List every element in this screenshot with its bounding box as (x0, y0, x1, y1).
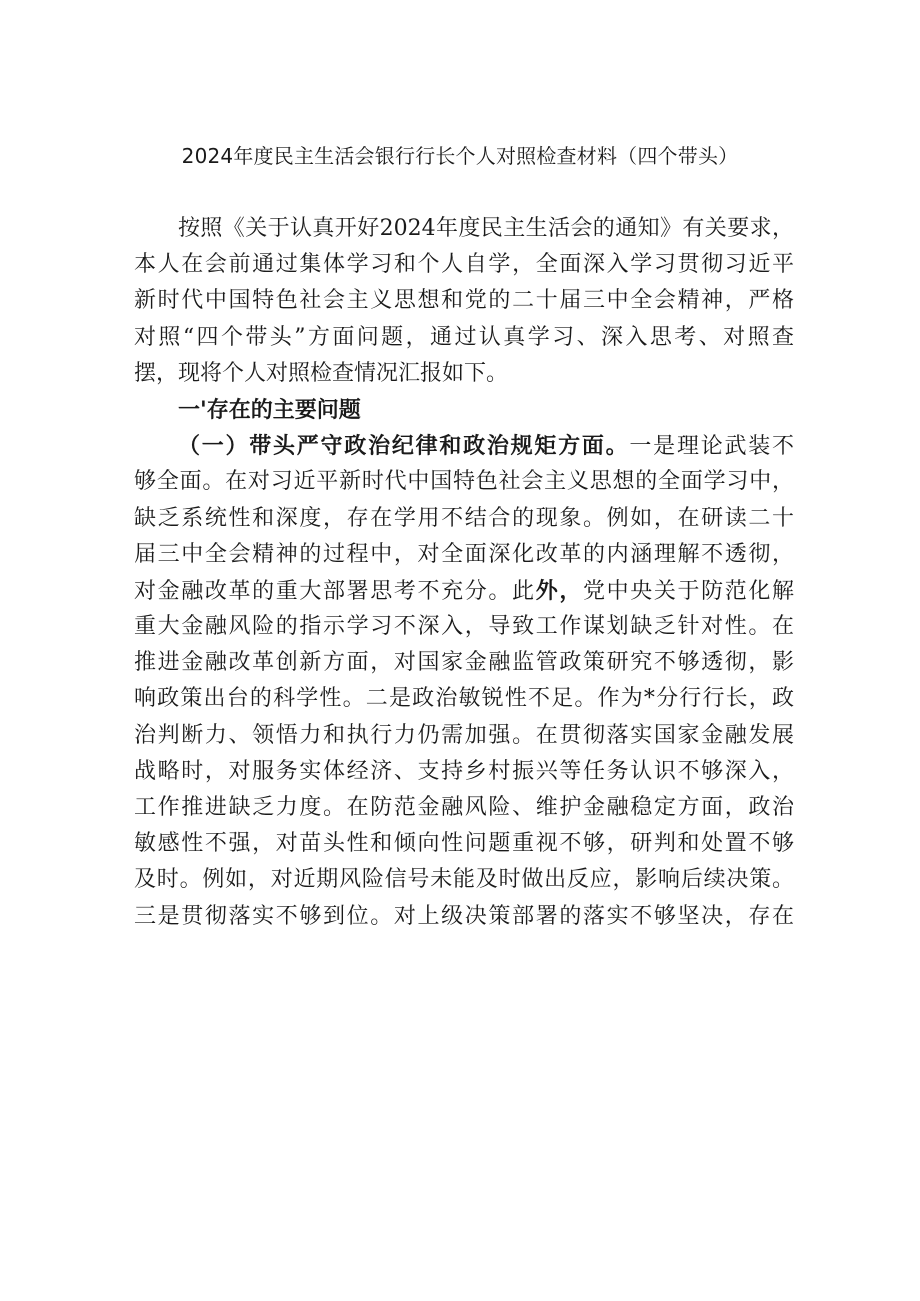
paragraph-line: 按照《关于认真开好2024年度民主生活会的通知》有关要求， (178, 216, 794, 241)
paragraph-line: 三是贯彻落实不够到位。对上级决策部署的落实不够坚决，存在 (134, 903, 794, 929)
line-segment: 对金融改革的重大部署思考不充分。此 (134, 578, 536, 604)
paragraph-line: 摆，现将个人对照检查情况汇报如下。 (134, 360, 509, 386)
paragraph-line: 缺乏系统性和深度，存在学用不结合的现象。例如，在研读二十 (134, 505, 794, 531)
document-title: 2024年度民主生活会银行行长个人对照检查材料（四个带头） (181, 144, 739, 168)
paragraph-line (134, 573, 794, 609)
paragraph-line: 敏感性不强，对苗头性和倾向性问题重视不够，研判和处置不够 (134, 831, 794, 857)
paragraph-line: 届三中全会精神的过程中，对全面深化改革的内涵理解不透彻， (134, 541, 794, 567)
paragraph-line: 治判断力、领悟力和执行力仍需加强。在贯彻落实国家金融发展 (134, 722, 794, 748)
line-segment: 党中央关于防范化解 (582, 578, 794, 604)
section-heading: 一'存在的主要问题 (178, 396, 361, 423)
document-body (134, 211, 794, 935)
paragraph-line: 够全面。在对习近平新时代中国特色社会主义思想的全面学习中， (134, 469, 794, 495)
paragraph-line: 新时代中国特色社会主义思想和党的二十届三中全会精神，严格 (134, 288, 794, 314)
subsection-heading-rest: 一是理论武装不 (629, 434, 794, 460)
paragraph-line: 本人在会前通过集体学习和个人自学，全面深入学习贯彻习近平 (134, 252, 794, 278)
paragraph-line: 重大金融风险的指示学习不深入，导致工作谋划缺乏针对性。在 (134, 614, 794, 640)
subsection-first-line (134, 428, 794, 464)
paragraph-line: 及时。例如，对近期风险信号未能及时做出反应，影响后续决策。 (134, 867, 794, 893)
line-segment-bold: 外， (535, 577, 583, 604)
paragraph-line: 推进金融改革创新方面，对国家金融监管政策研究不够透彻，影 (134, 650, 794, 676)
paragraph-line: 响政策出台的科学性。二是政治敏锐性不足。作为*分行行长，政 (134, 686, 794, 712)
paragraph-line: 战略时，对服务实体经济、支持乡村振兴等任务认识不够深入， (134, 758, 794, 784)
paragraph-line: 对照“四个带头”方面问题，通过认真学习、深入思考、对照查 (134, 324, 794, 350)
subsection-heading: （一）带头严守政治纪律和政治规矩方面。 (178, 433, 630, 460)
paragraph-line: 工作推进缺乏力度。在防范金融风险、维护金融稳定方面，政治 (134, 795, 794, 820)
